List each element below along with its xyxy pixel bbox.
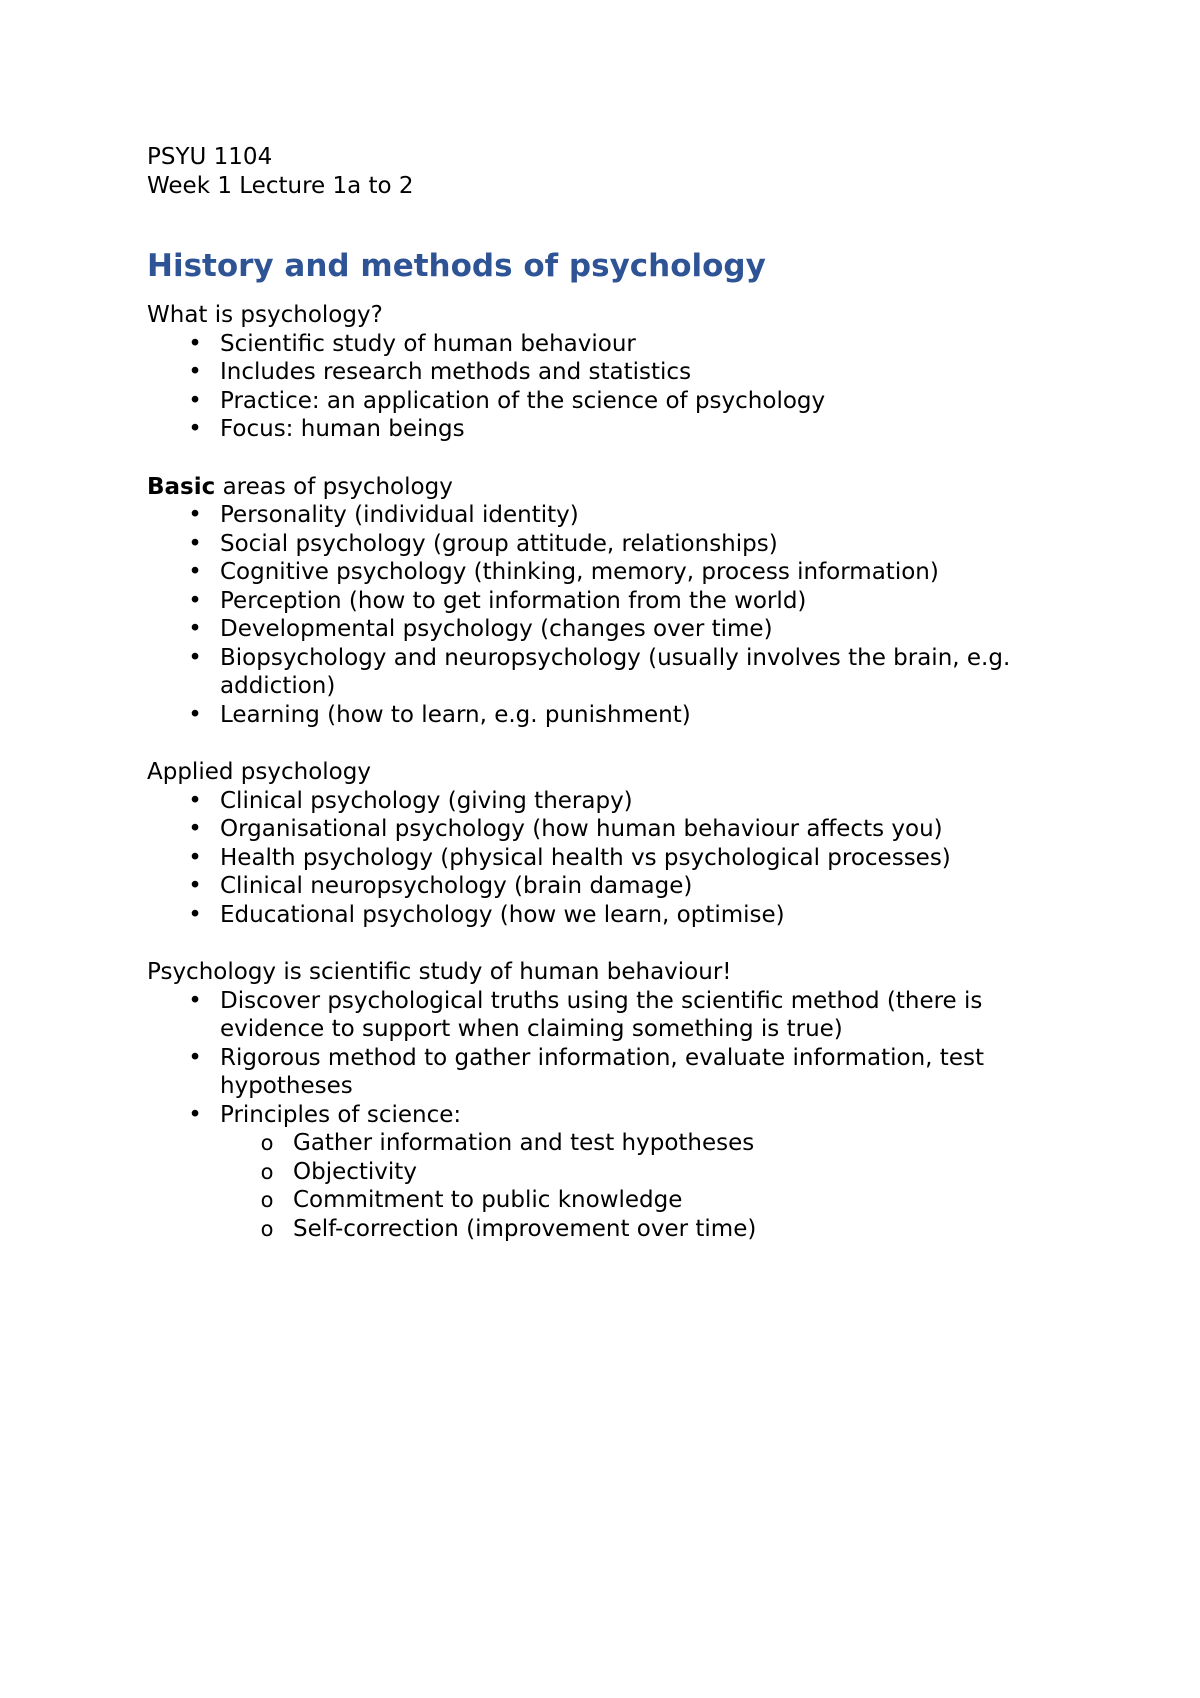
section-basic-areas [147,473,1077,730]
list-item-text: Social psychology (group attitude, relationships) [220,530,778,557]
list-item-text: Principles of science: [220,1101,462,1128]
page-title: History and methods of psychology [147,248,766,284]
list-item [147,644,1077,701]
circle-bullet-icon: o [260,1188,274,1212]
bullet-icon: • [188,844,202,871]
list-item [147,530,1077,559]
bullet-icon: • [188,901,202,928]
bullet-list [147,987,1077,1244]
list-item [147,844,1077,873]
bullet-icon: • [188,559,202,585]
sub-list-item-text: Gather information and test hypotheses [293,1130,755,1156]
list-item [147,415,1077,444]
list-item-text: Cognitive psychology (thinking, memory, process information) [220,559,939,585]
bullet-list [147,501,1077,729]
bullet-icon: • [188,873,202,899]
list-item-text: Health psychology (physical health vs psychological processes) [220,844,951,871]
section-scientific-study [147,958,1077,1243]
sub-list-item [220,1215,1077,1244]
list-item-text: Organisational psychology (how human behaviour affects you) [220,816,943,842]
list-item [147,587,1077,616]
list-item [147,387,1077,416]
list-item-text: Clinical psychology (giving therapy) [220,787,633,814]
list-item-text: Biopsychology and neuropsychology (usually involves the brain, e.g. addiction) [220,644,1011,699]
list-item-text: Includes research methods and statistics [220,359,692,385]
list-item-text: Perception (how to get information from the world) [220,587,807,614]
bullet-icon: • [188,1101,202,1128]
list-item [147,1101,1077,1244]
section-applied-psychology [147,758,1077,929]
lecture-label: Week 1 Lecture 1a to 2 [147,172,414,199]
list-item-text: Clinical neuropsychology (brain damage) [220,873,693,899]
course-code: PSYU 1104 [147,144,273,170]
list-item [147,330,1077,359]
section-heading: What is psychology? [147,302,383,328]
sub-list-item [220,1186,1077,1215]
list-item-text: Learning (how to learn, e.g. punishment) [220,701,691,728]
list-item [147,815,1077,844]
sub-list-item-text: Objectivity [293,1158,417,1185]
list-item [147,358,1077,387]
bullet-icon: • [188,1044,202,1071]
list-item-text: Rigorous method to gather information, evaluate information, test hypotheses [220,1044,984,1099]
sub-list-item-text: Self-correction (improvement over time) [293,1215,757,1242]
list-item [147,501,1077,530]
list-item [147,615,1077,644]
bullet-icon: • [188,701,202,728]
list-item-text: Developmental psychology (changes over time) [220,616,773,642]
section-what-is-psychology [147,301,1077,444]
list-item-text: Practice: an application of the science of psychology [220,387,826,414]
list-item-text: Educational psychology (how we learn, optimise) [220,901,785,928]
bullet-list [147,330,1077,444]
bullet-icon: • [188,416,202,442]
list-item-text: Scientific study of human behaviour [220,330,636,357]
section-heading: Applied psychology [147,759,371,785]
list-item-text: Personality (individual identity) [220,502,579,528]
list-item [147,701,1077,730]
bullet-icon: • [188,616,202,642]
bullet-icon: • [188,644,202,671]
circle-bullet-icon: o [260,1159,274,1184]
section-heading-rest: areas of psychology [215,473,453,500]
list-item [147,872,1077,901]
section-heading [147,473,1077,502]
list-item-text: Focus: human beings [220,416,465,442]
list-item [147,901,1077,930]
list-item [147,558,1077,587]
list-item-text: Discover psychological truths using the scientific method (there is evidence to support when claiming something is true) [220,987,983,1042]
bullet-icon: • [188,502,202,528]
bullet-icon: • [188,587,202,614]
list-item [147,1044,1077,1101]
sub-list-item [220,1158,1077,1187]
bullet-icon: • [188,330,202,357]
document-content [147,143,1077,1243]
bullet-list [147,787,1077,930]
sub-list-item [220,1129,1077,1158]
list-item [147,787,1077,816]
bullet-icon: • [188,359,202,385]
circle-bullet-icon: o [260,1216,274,1241]
sub-bullet-list [220,1129,1077,1243]
section-heading: Psychology is scientific study of human behaviour! [147,959,732,985]
bullet-icon: • [188,816,202,842]
list-item [147,987,1077,1044]
sub-list-item-text: Commitment to public knowledge [293,1187,683,1213]
bullet-icon: • [188,787,202,814]
circle-bullet-icon: o [260,1131,274,1155]
bullet-icon: • [188,987,202,1014]
bullet-icon: • [188,387,202,414]
section-heading-bold: Basic [147,473,216,500]
bullet-icon: • [188,530,202,557]
